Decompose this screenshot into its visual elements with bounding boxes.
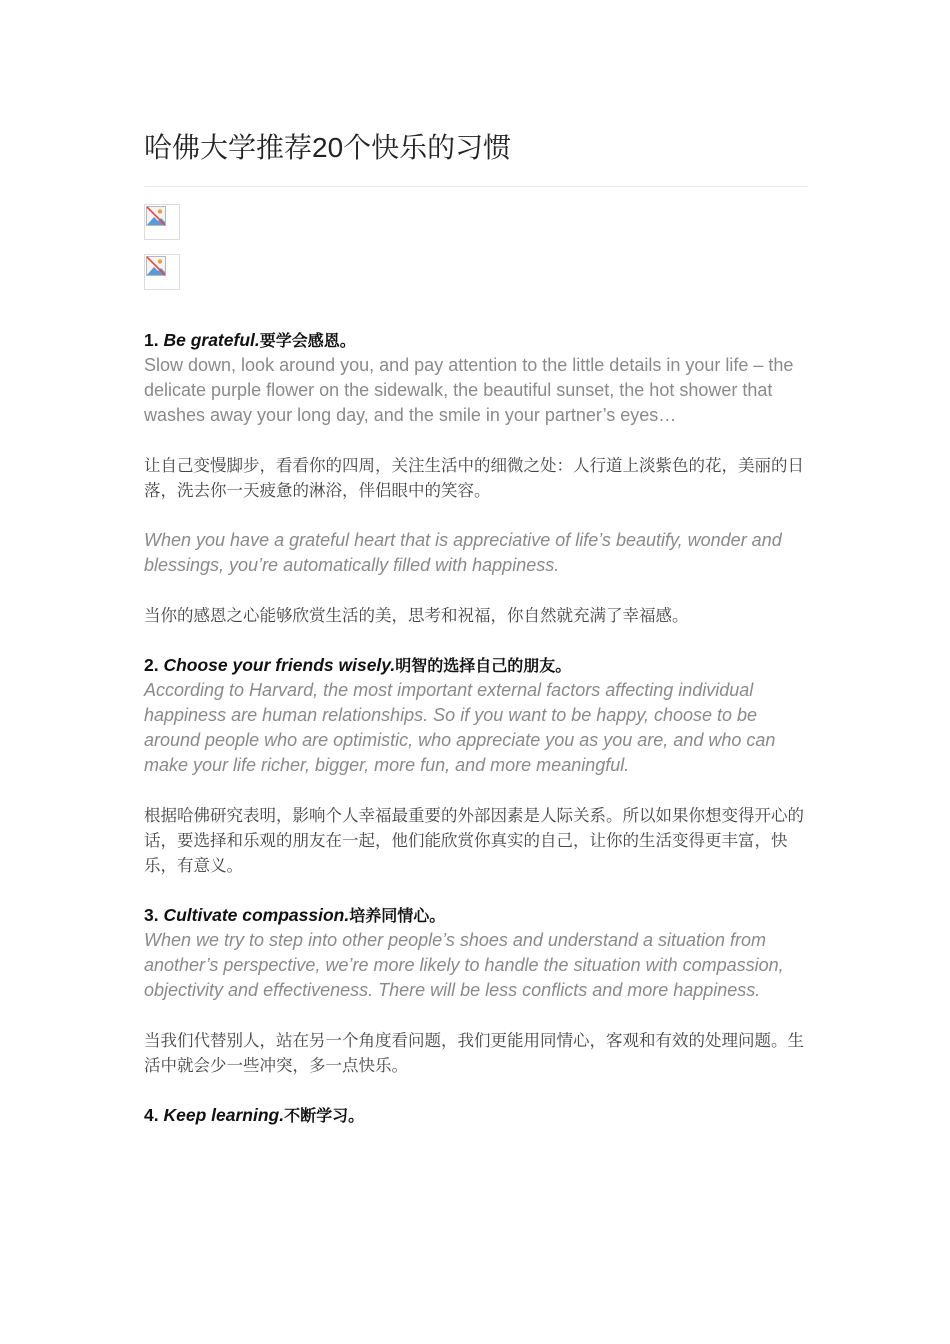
paragraph-en: According to Harvard, the most important external factors affecting individual happiness are human relationships. So if you want to be happy, choose to be around people who are optimistic, who appreciate you as you are, and who can make your life richer, bigger, more fun, and more meaningful. xyxy=(144,680,776,775)
habit-number: 3. xyxy=(144,905,164,925)
habit-title-zh: 不断学习。 xyxy=(284,1106,365,1125)
habit-title-zh: 明智的选择自己的朋友。 xyxy=(395,656,572,675)
paragraph-zh: 根据哈佛研究表明，影响个人幸福最重要的外部因素是人际关系。所以如果你想变得开心的话，要选择和乐观的朋友在一起，他们能欣赏你真实的自己，让你的生活变得更丰富，快乐，有意义。 xyxy=(144,806,804,875)
paragraph-zh: 当我们代替别人，站在另一个角度看问题，我们更能用同情心，客观和有效的处理问题。生活中就会少一些冲突，多一点快乐。 xyxy=(144,1031,804,1075)
habit-heading xyxy=(144,1103,808,1128)
habit-title-zh: 培养同情心。 xyxy=(349,906,446,925)
habit-title-zh: 要学会感恩。 xyxy=(259,331,356,350)
paragraph-en: When you have a grateful heart that is appreciative of life’s beautify, wonder and blessings, you’re automatically filled with happiness. xyxy=(144,530,782,575)
article-body xyxy=(144,328,808,1128)
paragraph-en: Slow down, look around you, and pay attention to the little details in your life – the delicate purple flower on the sidewalk, the beautiful sunset, the hot shower that washes away your long day, and the smile in your partner’s eyes… xyxy=(144,355,794,425)
habit-number: 4. xyxy=(144,1105,164,1125)
page-title: 哈佛大学推荐20个快乐的习惯 xyxy=(144,132,512,163)
habit-number: 1. xyxy=(144,330,164,350)
paragraph-en: When we try to step into other people’s shoes and understand a situation from another’s perspective, we’re more likely to handle the situation with compassion, objectivity and effectiveness. There will be less conflicts and more happiness. xyxy=(144,930,784,1000)
habit-section xyxy=(144,328,808,653)
paragraph-zh: 让自己变慢脚步，看看你的四周，关注生活中的细微之处：人行道上淡紫色的花，美丽的日落，洗去你一天疲惫的淋浴，伴侣眼中的笑容。 xyxy=(144,456,804,500)
habit-section xyxy=(144,1103,808,1128)
habit-heading xyxy=(144,653,808,678)
habit-heading xyxy=(144,903,808,928)
title-divider xyxy=(144,186,808,187)
habit-section xyxy=(144,653,808,903)
habit-title-en: Cultivate compassion. xyxy=(163,905,350,925)
broken-image-icon xyxy=(144,204,180,240)
broken-image-icon xyxy=(144,254,180,290)
habit-title-en: Choose your friends wisely. xyxy=(163,655,396,675)
paragraph-zh: 当你的感恩之心能够欣赏生活的美，思考和祝福，你自然就充满了幸福感。 xyxy=(144,606,689,625)
habit-heading xyxy=(144,328,808,353)
habit-title-en: Keep learning. xyxy=(163,1105,285,1125)
habit-section xyxy=(144,903,808,1103)
habit-title-en: Be grateful. xyxy=(163,330,260,350)
habit-number: 2. xyxy=(144,655,164,675)
